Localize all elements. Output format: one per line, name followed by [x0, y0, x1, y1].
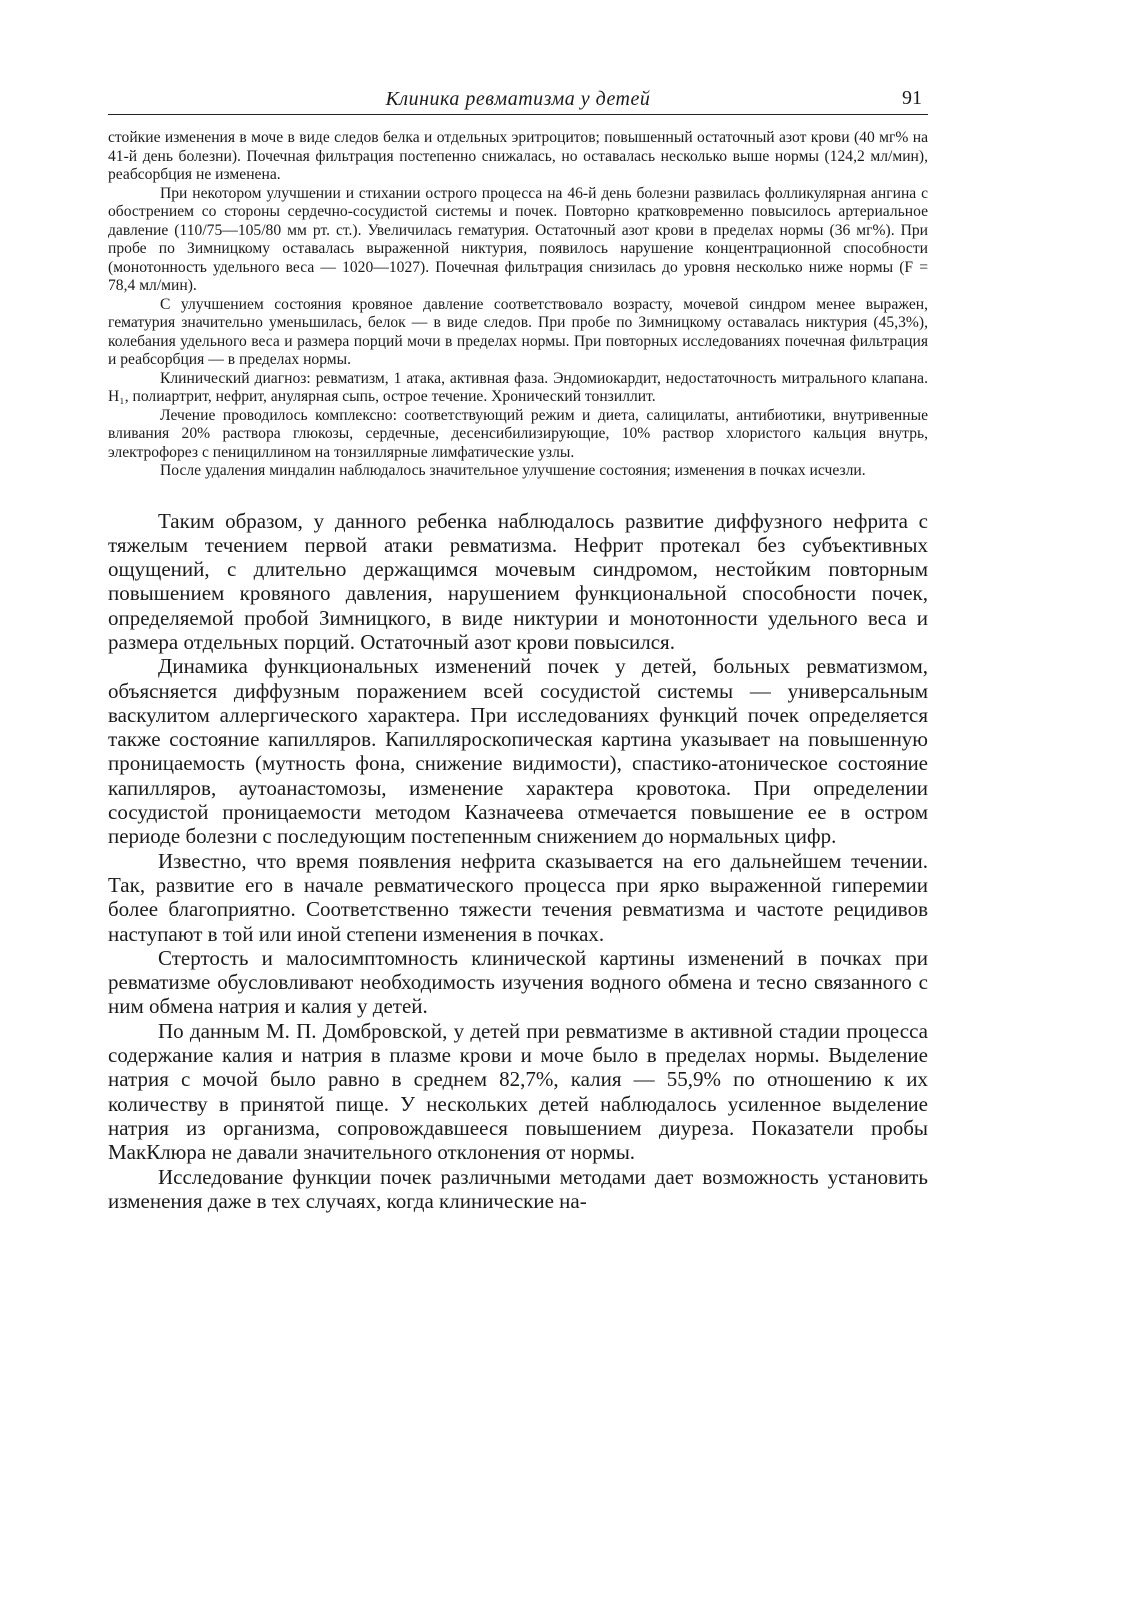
body-paragraph: Стертость и малосимптомность клинической картины изменений в почках при ревматизме обусловливают необходимость изучения водного обмена и тесно связанного с ним обмена натрия и калия у детей.: [108, 945, 928, 1019]
case-paragraph: стойкие изменения в моче в виде следов белка и отдельных эритроцитов; повышенный остаточный азот крови (40 мг% на 41-й день болезни). Почечная фильтрация постепенно снижалась, но оставалась несколько выше нормы (124,2 мл/мин), реабсорбция не изменена.: [108, 129, 928, 183]
case-paragraph: С улучшением состояния кровяное давление соответствовало возрасту, мочевой синдром менее выражен, гематурия значительно уменьшилась, белок — в виде следов. При пробе по Зимницкому оставалась никтурия (45,3%), колебания удельного веса и размера порций мочи в пределах нормы. При повторных исследованиях почечная фильтрация и реабсорбция — в пределах нормы.: [108, 295, 928, 368]
body-paragraph: По данным М. П. Домбровской, у детей при ревматизме в активной стадии процесса содержание калия и натрия в плазме крови и моче было в пределах нормы. Выделение натрия с мочой было равно в среднем 82,7%, калия — 55,9% по отношению к их количеству в принятой пище. У нескольких детей наблюдалось усиленное выделение натрия из организма, сопровождавшееся повышением диуреза. Показатели пробы МакКлюра не давали значительного отклонения от нормы.: [108, 1018, 928, 1165]
body-paragraph: Исследование функции почек различными методами дает возможность установить изменения даже в тех случаях, когда клинические на-: [108, 1164, 928, 1213]
page-number: 91: [902, 87, 922, 109]
main-text-block: [108, 509, 928, 1214]
body-paragraph: Динамика функциональных изменений почек у детей, больных ревматизмом, объясняется диффузным поражением всей сосудистой системы — универсальным васкулитом аллергического характера. При исследованиях функций почек определяется также состояние капилляров. Капилляроскопическая картина указывает на повышенную проницаемость (мутность фона, снижение видимости), спастико-атоническое состояние капилляров, аутоанастомозы, изменение характера кровотока. При определении сосудистой проницаемости методом Казначеева отмечается повышение ее в остром периоде болезни с последующим постепенным снижением до нормальных цифр.: [108, 654, 928, 849]
case-paragraph: После удаления миндалин наблюдалось значительное улучшение состояния; изменения в почках исчезли.: [160, 462, 866, 479]
book-page: [108, 84, 928, 1213]
case-paragraph: Лечение проводилось комплексно: соответствующий режим и диета, салицилаты, антибиотики, внутривенные вливания 20% раствора глюкозы, сердечные, десенсибилизирующие, 10% раствор хлористого кальция внутрь, электрофорез с пенициллином на тонзиллярные лимфатические узлы.: [108, 406, 928, 461]
running-header: [108, 84, 928, 115]
case-paragraph: Клинический диагноз: ревматизм, 1 атака, активная фаза. Эндомиокардит, недостаточность митрального клапана. H₁, полиартрит, нефрит, анулярная сыпь, острое течение. Хронический тонзиллит.: [108, 369, 928, 405]
case-history-block: [108, 129, 928, 481]
body-paragraph: Таким образом, у данного ребенка наблюдалось развитие диффузного нефрита с тяжелым течением первой атаки ревматизма. Нефрит протекал без субъективных ощущений, с длительно держащимся мочевым синдромом, нестойким повторным повышением кровяного давления, нарушением функциональной способности почек, определяемой пробой Зимницкого, в виде никтурии и монотонности удельного веса и размера отдельных порций. Остаточный азот крови повысился.: [108, 508, 928, 654]
running-title: Клиника ревматизма у детей: [385, 88, 651, 110]
case-paragraph: При некотором улучшении и стихании острого процесса на 46-й день болезни развилась фолликулярная ангина с обострением со стороны сердечно-сосудистой системы и почек. Повторно кратковременно повысилось артериальное давление (110/75—105/80 мм рт. ст.). Увеличилась гематурия. Остаточный азот крови в пределах нормы (36 мг%). При пробе по Зимницкому оставалась выраженной никтурия, появилось нарушение концентрационной способности (монотонность удельного веса — 1020—1027). Почечная фильтрация снизилась до уровня несколько ниже нормы (F = 78,4 мл/мин).: [108, 184, 928, 294]
body-paragraph: Известно, что время появления нефрита сказывается на его дальнейшем течении. Так, развитие его в начале ревматического процесса при ярко выраженной гиперемии более благоприятно. Соответственно тяжести течения ревматизма и частоте рецидивов наступают в той или иной степени изменения в почках.: [108, 848, 928, 946]
